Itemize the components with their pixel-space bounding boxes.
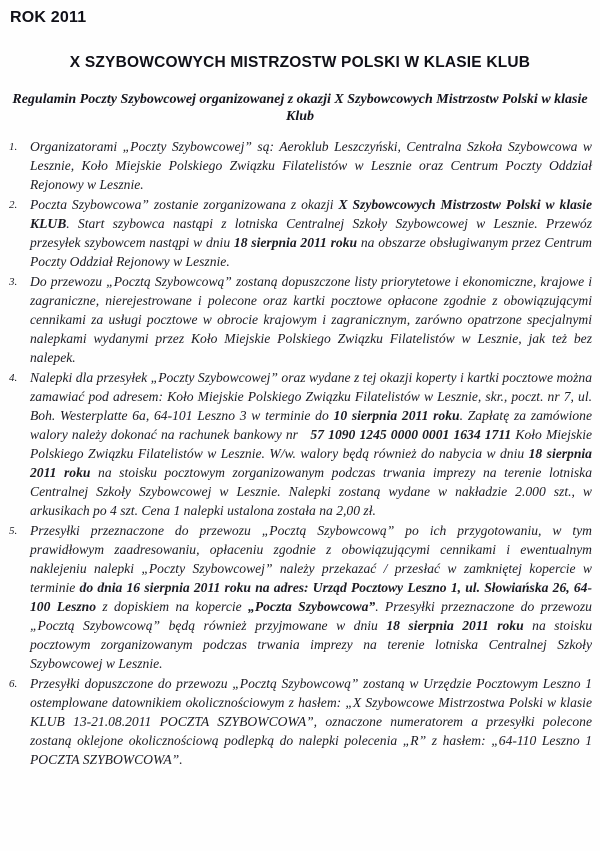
list-item-text bbox=[30, 370, 592, 518]
list-item-number: 6. bbox=[9, 678, 18, 690]
text-run-bold: 18 sierpnia 2011 roku bbox=[233, 235, 358, 250]
text-run-bold: X Szybowcowych Mistrzostw Polski w klasie KLUB bbox=[30, 197, 592, 231]
text-run: na stoisku pocztowym zorganizowanym podczas trwania imprezy na terenie lotniska Centralnej Szkoły Szybowcowej w Lesznie. bbox=[30, 618, 593, 671]
list-item bbox=[9, 674, 592, 769]
list-item bbox=[9, 368, 593, 520]
list-item-text bbox=[30, 676, 592, 767]
text-run: Nalepki dla przesyłek „Poczty Szybowcowej” oraz wydane z tej okazji koperty i kartki pocztowe można zamawiać pod adresem: Koło Miejskie Polskiego Związku Filatelistów w Lesznie, skr., poczt. nr 7, ul. Boh. Westerplatte 6a, 64-101 Leszno 3 w terminie do bbox=[30, 370, 592, 423]
text-run-bold: „Poczta Szybowcowa” bbox=[248, 599, 376, 614]
text-run: Do przewozu „Pocztą Szybowcową” zostaną dopuszczone listy priorytetowe i ekonomiczne, krajowe i zagraniczne, nierejestrowane i polecone oraz kartki pocztowe opłacone zgodnie z obowiązującymi cennikami za usługi pocztowe w obrocie krajowym i zagranicznym, zarówno opatrzone specjalnymi nalepkami wydanymi przez Koło Miejskie Polskiego Związku Filatelistów w Lesznie, jak też bez nalepek. bbox=[30, 274, 592, 365]
list-item-number: 2. bbox=[9, 199, 18, 211]
text-run: . Przesyłki przeznaczone do przewozu „Pocztą Szybowcową” będą również przyjmowane w dniu bbox=[30, 599, 592, 633]
list-item-number: 1. bbox=[9, 141, 18, 153]
list-item bbox=[9, 195, 592, 271]
list-item bbox=[9, 137, 592, 194]
list-item-number: 5. bbox=[9, 525, 18, 537]
text-run: . Start szybowca nastąpi z lotniska Centralnej Szkoły Szybowcowej w Lesznie. Przewóz przesyłek szybowcem nastąpi w dniu bbox=[30, 216, 592, 250]
text-run-bold: 18 sierpnia 2011 roku bbox=[30, 446, 592, 480]
text-run: na stoisku pocztowym zorganizowanym podczas trwania imprezy na terenie lotniska Centralnej Szkoły Szybowcowej w Lesznie. Nalepki zostaną wydane w nakładzie 2.000 szt., w arkusikach po 4 szt. Cena 1 nalepki ustalona została na 2,00 zł. bbox=[30, 465, 592, 518]
list-item-text bbox=[30, 139, 592, 192]
text-run: Przesyłki przeznaczone do przewozu „Pocztą Szybowcową” po ich przygotowaniu, w tym prawidłowym zaadresowaniu, opłaceniu zgodnie z obowiązującymi cennikami i ewentualnym naklejeniu nalepki „Poczty Szybowcowej” należy przekazać / przesłać w zamkniętej kopercie w terminie bbox=[30, 523, 592, 595]
text-run: Przesyłki dopuszczone do przewozu „Pocztą Szybowcową” zostaną w Urzędzie Pocztowym Leszno 1 ostemplowane datownikiem okolicznościowym z hasłem: „X Szybowcowe Mistrzostwa Polski w klasie KLUB 13-21.08.2011 POCZTA SZYBOWCOWA”, oznaczone numeratorem a przesyłki polecone zostaną oklejone okolicznościową podlepką do nalepki polecenia „R” z hasłem: „64-110 Leszno 1 POCZTA SZYBOWCOWA”. bbox=[30, 676, 592, 767]
text-run-bold: 10 sierpnia 2011 roku bbox=[333, 408, 460, 423]
list-item bbox=[9, 272, 592, 367]
text-run: . Zapłatę za zamówione walory należy dokonać na rachunek bankowy nr bbox=[30, 408, 593, 442]
text-run: Organizatorami „Poczty Szybowcowej” są: Aeroklub Leszczyński, Centralna Szkoła Szybowcowa w Lesznie, Koło Miejskie Polskiego Związku Filatelistów w Lesznie oraz Centrum Poczty Oddział Rejonowy w Lesznie. bbox=[30, 139, 592, 192]
text-run-bold: 57 1090 1245 0000 0001 1634 1711 bbox=[310, 427, 512, 442]
text-run: z dopiskiem na kopercie bbox=[96, 599, 249, 614]
year-label: ROK 2011 bbox=[10, 9, 87, 26]
document-subtitle: Regulamin Poczty Szybowcowej organizowanej z okazji X Szybowcowych Mistrzostw Polski w klasie Klub bbox=[12, 92, 588, 124]
list-item-number: 4. bbox=[9, 372, 18, 384]
list-item-number: 3. bbox=[9, 276, 18, 288]
regulations-list bbox=[9, 137, 593, 769]
text-run: Poczta Szybowcowa” zostanie zorganizowana z okazji bbox=[30, 197, 339, 212]
list-item bbox=[9, 521, 593, 673]
list-item-text bbox=[30, 274, 592, 365]
list-item-text bbox=[30, 197, 592, 269]
text-run-bold: 18 sierpnia 2011 roku bbox=[386, 618, 524, 633]
text-run: na obszarze obsługiwanym przez Centrum Poczty Oddział Rejonowy w Lesznie. bbox=[30, 235, 592, 269]
text-run: Koło Miejskie Polskiego Związku Filatelistów w Lesznie. W/w. walory będą również do nabycia w dniu bbox=[30, 427, 593, 461]
text-run-bold: do dnia 16 sierpnia 2011 roku na adres: Urząd Pocztowy Leszno 1, ul. Słowiańska 26, 64-100 Leszno bbox=[30, 580, 592, 614]
list-item-text bbox=[30, 523, 592, 671]
page-title: X SZYBOWCOWYCH MISTRZOSTW POLSKI W KLASIE KLUB bbox=[69, 54, 531, 71]
